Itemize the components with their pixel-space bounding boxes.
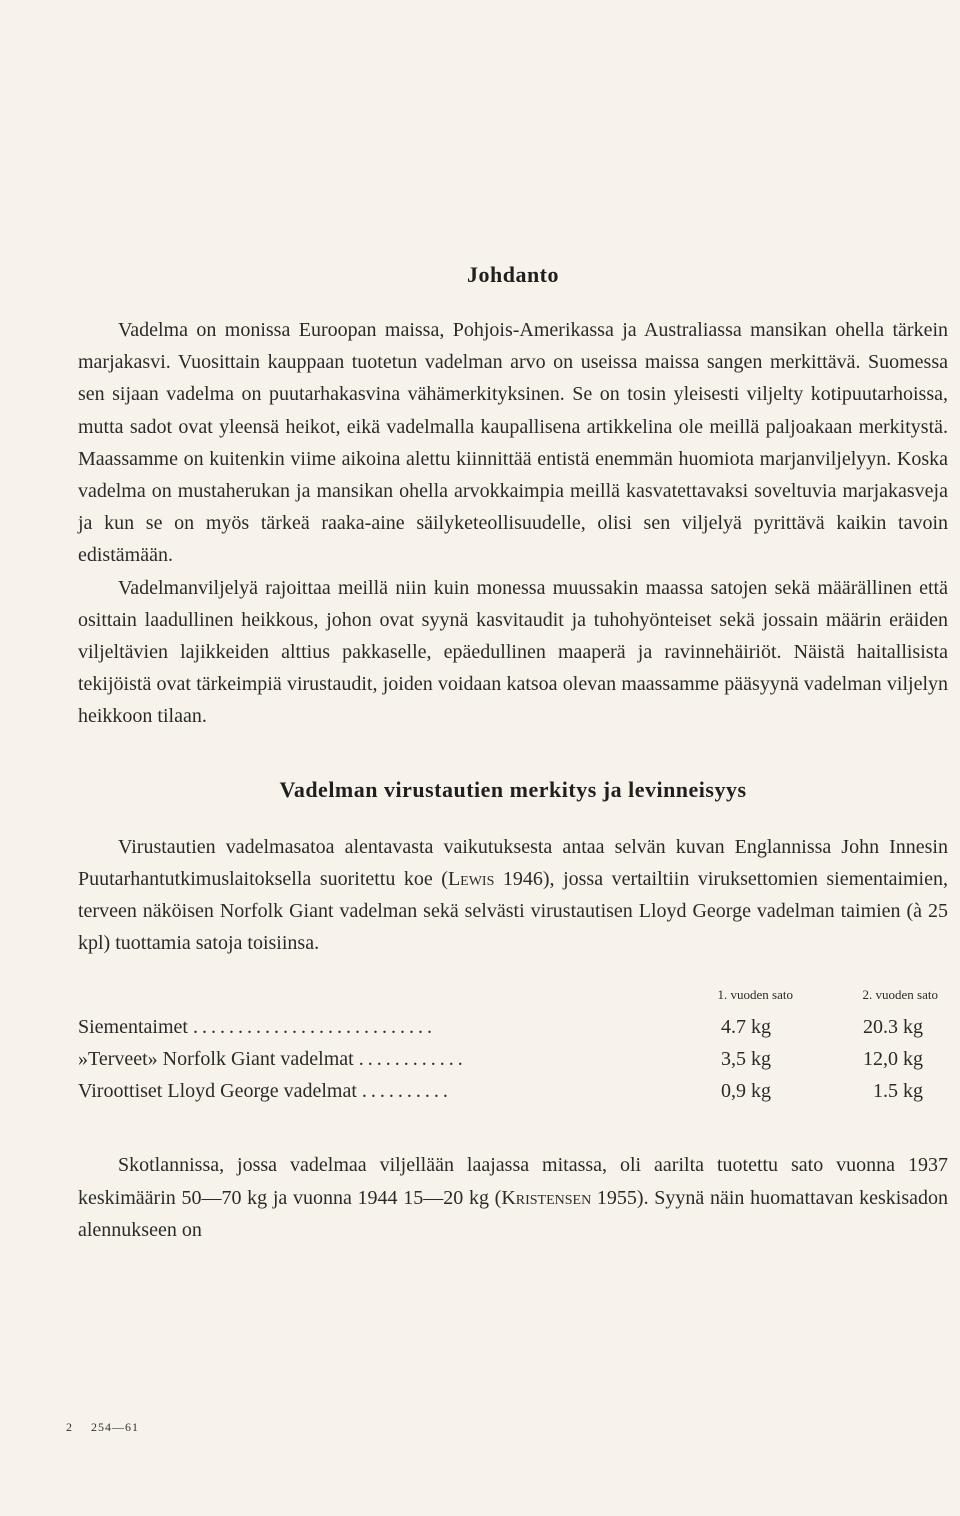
cell-year1: 0,9 kg: [721, 1080, 771, 1103]
yield-table-header: [78, 985, 948, 1005]
yield-table: [78, 985, 948, 1107]
leader-dots: ...........................: [192, 1016, 436, 1039]
page-footer: [66, 1420, 139, 1435]
page-number: 2: [66, 1420, 73, 1434]
paragraph-experiment-text-b: 1946), jossa vertailtiin viruksettomien siementaimien, terveen näköisen Norfolk Giant vadelman sekä selvästi virustautisen Lloyd George vadelman taimien (à 25 kpl) tuottamia satoja toisiinsa.: [78, 867, 948, 955]
cell-year2: 12,0 kg: [863, 1048, 923, 1071]
paragraph-limitations: Vadelmanviljelyä rajoittaa meillä niin kuin monessa muussakin maassa satojen sekä määrällinen että osittain laadullinen heikkous, johon ovat syynä kasvitaudit ja tuhohyönteiset sekä jossain määrin eräiden viljeltävien lajikkeiden alttius pakkaselle, epäedullinen maaperä ja ravinnehäiriöt. Näistä haitallisista tekijöistä ovat tärkeimpiä virustaudit, joiden voidaan katsoa olevan maassamme pääsyynä vadelman viljelyn heikkoon tilaan.: [78, 576, 948, 728]
cell-year1: 4.7 kg: [721, 1016, 771, 1039]
citation-author-kristensen: Kristensen: [501, 1186, 592, 1209]
section-heading-virus-importance: Vadelman virustautien merkitys ja levinneisyys: [279, 776, 747, 802]
print-code: 254—61: [91, 1420, 139, 1434]
column-header-year1: 1. vuoden sato: [717, 987, 793, 1003]
row-label: Viroottiset Lloyd George vadelmat: [78, 1080, 357, 1103]
paragraph-experiment: [78, 831, 948, 960]
section-heading-johdanto: Johdanto: [466, 262, 560, 287]
cell-year2: 1.5 kg: [873, 1080, 923, 1103]
leader-dots: ..........: [361, 1080, 452, 1103]
paragraph-experiment-text-a: Virustautien vadelmasatoa alentavasta vaikutuksesta antaa selvän kuvan Englannissa John Innesin Puutarhantutkimuslaitoksella suoritettu koe (: [78, 835, 948, 890]
table-row: [78, 1043, 948, 1075]
leader-dots: ............: [358, 1048, 467, 1071]
page-content: [78, 262, 948, 1246]
paragraph-scotland: [78, 1149, 948, 1246]
table-row: [78, 1075, 948, 1107]
cell-year1: 3,5 kg: [721, 1048, 771, 1071]
paragraph-intro: Vadelma on monissa Euroopan maissa, Pohjois-Amerikassa ja Australiassa mansikan ohella tärkein marjakasvi. Vuosittain kauppaan tuotetun vadelman arvo on useissa maissa sangen merkittävä. Suomessa sen sijaan vadelma on puutarhakasvina vähämerkityksinen. Se on tosin yleisesti viljelty kotipuutarhoissa, mutta sadot ovat yleensä heikot, eikä vadelmalla kaupallisena artikkelina ole meillä paljoakaan merkitystä. Maassamme on kuitenkin viime aikoina alettu kiinnittää entistä enemmän huomiota marjanviljelyyn. Koska vadelma on mustaherukan ja mansikan ohella arvokkaimpia meillä kasvatettavaksi soveltuvia marjakasveja ja kun se on myös tärkeä raaka-aine säilyketeollisuudelle, olisi sen viljelyä pyrittävä kaikin tavoin edistämään.: [78, 319, 948, 567]
row-label: »Terveet» Norfolk Giant vadelmat: [78, 1048, 354, 1071]
cell-year2: 20.3 kg: [863, 1016, 923, 1039]
column-header-year2: 2. vuoden sato: [862, 987, 938, 1003]
row-label: Siementaimet: [78, 1016, 188, 1039]
table-row: [78, 1011, 948, 1043]
citation-author-lewis: Lewis: [447, 867, 495, 890]
paragraph-scotland-text-a: Skotlannissa, jossa vadelmaa viljellään laajassa mitassa, oli aarilta tuotettu sato vuonna 1937 keskimäärin 50—70 kg ja vuonna 1944 15—20 kg (: [78, 1154, 948, 1209]
paragraph-scotland-text-b: 1955). Syynä näin huomattavan keskisadon alennukseen on: [78, 1186, 948, 1241]
